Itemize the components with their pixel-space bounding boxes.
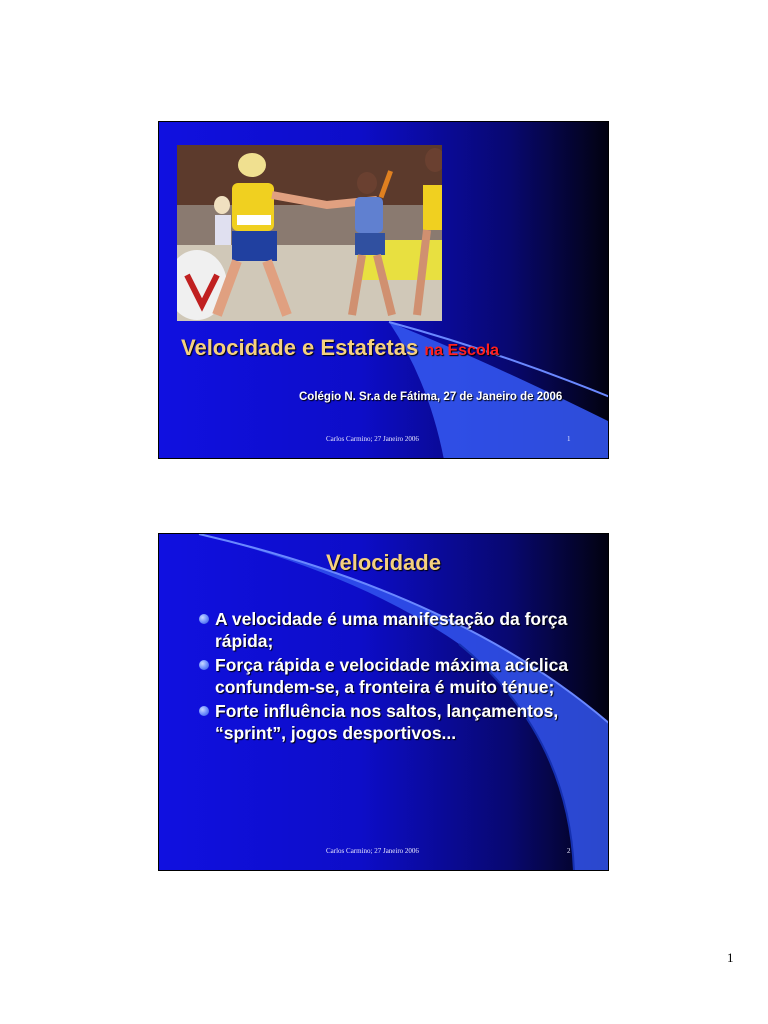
slide-1 <box>158 121 609 459</box>
bullet-item <box>199 654 579 698</box>
athletes-image <box>177 145 442 321</box>
bullet-item <box>199 700 579 744</box>
bullet-icon <box>199 660 209 670</box>
relay-race-photo <box>177 145 442 321</box>
bullet-text: Forte influência nos saltos, lançamentos, “sprint”, jogos desportivos... <box>215 701 559 743</box>
slide-2-footer: Carlos Carmino; 27 Janeiro 2006 <box>326 847 419 855</box>
slide-2-title: Velocidade <box>326 550 441 575</box>
bullet-list <box>199 608 579 746</box>
page-number: 1 <box>727 950 734 965</box>
bullet-text: Força rápida e velocidade máxima acíclica confundem-se, a fronteira é muito ténue; <box>215 655 569 697</box>
slide-1-number: 1 <box>567 435 571 443</box>
bullet-text: A velocidade é uma manifestação da força rápida; <box>215 609 568 651</box>
slide-1-title <box>181 335 499 361</box>
slide-1-footer: Carlos Carmino; 27 Janeiro 2006 <box>326 435 419 443</box>
title-main: Velocidade e Estafetas <box>181 335 419 360</box>
slide-2 <box>158 533 609 871</box>
bullet-icon <box>199 706 209 716</box>
bullet-icon <box>199 614 209 624</box>
slide-1-subtitle: Colégio N. Sr.a de Fátima, 27 de Janeiro de 2006 <box>299 391 563 403</box>
title-accent: na Escola <box>424 342 500 359</box>
slide-2-number: 2 <box>567 847 571 855</box>
bullet-item <box>199 608 579 652</box>
